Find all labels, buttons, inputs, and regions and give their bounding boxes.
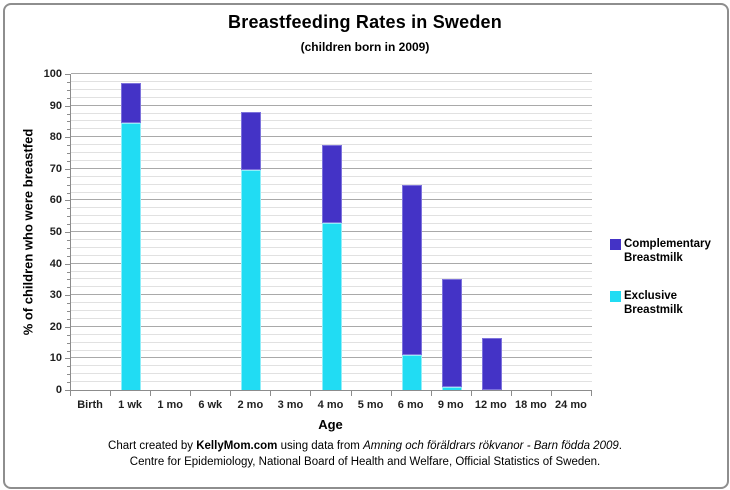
y-minor-tick <box>67 351 70 352</box>
bar-segment-exclusive <box>322 223 342 390</box>
x-axis-tick <box>150 391 151 396</box>
y-minor-tick <box>67 98 70 99</box>
y-minor-tick <box>67 216 70 217</box>
x-tick-label: 12 mo <box>474 399 507 411</box>
y-tick-label: 70 <box>49 162 62 175</box>
minor-gridline <box>71 97 592 98</box>
x-axis-title: Age <box>318 417 343 432</box>
x-axis-tick <box>310 391 311 396</box>
legend-swatch-exclusive-icon <box>610 291 621 302</box>
legend-item-complementary <box>610 237 725 265</box>
bar-segment-exclusive <box>121 123 141 390</box>
y-major-tick <box>65 200 70 201</box>
x-axis-tick <box>270 391 271 396</box>
x-tick-label: 24 mo <box>555 399 587 411</box>
y-minor-tick <box>67 90 70 91</box>
y-minor-tick <box>67 287 70 288</box>
y-minor-tick <box>67 374 70 375</box>
y-minor-tick <box>67 114 70 115</box>
y-minor-tick <box>67 185 70 186</box>
x-tick-label: 3 mo <box>277 399 304 411</box>
footer-prefix: Chart created by <box>108 440 197 452</box>
y-minor-tick <box>67 145 70 146</box>
y-minor-tick <box>67 366 70 367</box>
y-tick-label: 50 <box>49 226 62 238</box>
y-minor-tick <box>67 177 70 178</box>
y-major-tick <box>65 106 70 107</box>
legend-swatch-complementary-icon <box>610 239 621 250</box>
y-major-tick <box>65 74 70 75</box>
major-gridline <box>71 73 592 74</box>
x-tick-label: 6 wk <box>198 399 223 411</box>
y-major-tick <box>65 264 70 265</box>
y-minor-tick <box>67 208 70 209</box>
y-minor-tick <box>67 272 70 273</box>
bar-segment-exclusive <box>402 355 422 390</box>
major-gridline <box>71 136 592 137</box>
minor-gridline <box>71 113 592 114</box>
bar-segment-complementary <box>482 338 502 390</box>
bar-segment-complementary <box>442 279 462 386</box>
x-axis-tick <box>551 391 552 396</box>
x-tick-label: 1 wk <box>118 399 143 411</box>
x-axis-tick <box>471 391 472 396</box>
y-minor-tick <box>67 224 70 225</box>
y-minor-tick <box>67 161 70 162</box>
bar-segment-complementary <box>402 185 422 356</box>
y-tick-label: 90 <box>49 99 62 112</box>
minor-gridline <box>71 89 592 90</box>
x-tick-label: 1 mo <box>157 399 184 411</box>
bar-segment-exclusive <box>241 170 261 390</box>
x-tick-label: Birth <box>77 399 103 411</box>
x-axis-tick <box>230 391 231 396</box>
x-axis-tick <box>110 391 111 396</box>
footer-source: Amning och föräldrars rökvanor - Barn födda 2009 <box>363 440 619 452</box>
y-minor-tick <box>67 240 70 241</box>
y-tick-label: 40 <box>49 257 62 270</box>
y-tick-label: 20 <box>49 320 62 333</box>
y-tick-label: 0 <box>55 384 62 396</box>
y-major-tick <box>65 358 70 359</box>
x-tick-label: 4 mo <box>317 399 344 411</box>
y-minor-tick <box>67 335 70 336</box>
x-axis-tick <box>511 391 512 396</box>
y-minor-tick <box>67 248 70 249</box>
legend-label-exclusive: Exclusive Breastmilk <box>624 290 683 316</box>
x-tick-label: 6 mo <box>397 399 424 411</box>
chart-title: Breastfeeding Rates in Sweden <box>228 12 502 32</box>
y-minor-tick <box>67 382 70 383</box>
minor-gridline <box>71 81 592 82</box>
footer-organization: Centre for Epidemiology, National Board of Health and Welfare, Official Statistics of Sweden. <box>129 456 601 468</box>
bar-segment-exclusive <box>442 387 462 390</box>
x-axis-tick <box>351 391 352 396</box>
minor-gridline <box>71 120 592 121</box>
x-tick-label: 5 mo <box>357 399 384 411</box>
x-axis-tick <box>591 391 592 396</box>
y-minor-tick <box>67 303 70 304</box>
major-gridline <box>71 105 592 106</box>
footer-middle: using data from <box>277 440 364 452</box>
x-tick-label: 9 mo <box>437 399 464 411</box>
y-minor-tick <box>67 129 70 130</box>
x-axis-tick <box>190 391 191 396</box>
minor-gridline <box>71 128 592 129</box>
y-axis-title: % of children who were breastfed <box>20 128 36 336</box>
y-major-tick <box>65 232 70 233</box>
footer-suffix: . <box>618 440 622 452</box>
bar-segment-complementary <box>121 83 141 123</box>
y-minor-tick <box>67 343 70 344</box>
y-minor-tick <box>67 153 70 154</box>
y-tick-label: 10 <box>49 352 62 365</box>
bar-segment-complementary <box>241 112 261 170</box>
y-minor-tick <box>67 319 70 320</box>
y-minor-tick <box>67 311 70 312</box>
y-minor-tick <box>67 121 70 122</box>
y-minor-tick <box>67 279 70 280</box>
y-major-tick <box>65 137 70 138</box>
y-tick-label: 60 <box>49 194 62 207</box>
bar-segment-complementary <box>322 145 342 222</box>
y-minor-tick <box>67 82 70 83</box>
legend-item-exclusive <box>610 289 725 317</box>
footer-attribution <box>0 440 730 452</box>
x-axis-tick <box>391 391 392 396</box>
y-tick-label: 30 <box>49 289 62 302</box>
x-axis-tick <box>70 391 71 396</box>
x-tick-label: 18 mo <box>514 399 547 411</box>
y-minor-tick <box>67 193 70 194</box>
chart-subtitle: (children born in 2009) <box>300 40 430 54</box>
x-axis-tick <box>431 391 432 396</box>
y-minor-tick <box>67 256 70 257</box>
plot-area <box>70 74 592 391</box>
y-major-tick <box>65 169 70 170</box>
y-tick-label: 100 <box>43 68 62 80</box>
x-tick-label: 2 mo <box>237 399 264 411</box>
y-major-tick <box>65 327 70 328</box>
y-major-tick <box>65 295 70 296</box>
y-tick-label: 80 <box>49 131 62 144</box>
legend-label-complementary: Complementary Breastmilk <box>624 238 711 264</box>
footer-brand: KellyMom.com <box>196 440 278 452</box>
legend <box>610 237 725 341</box>
